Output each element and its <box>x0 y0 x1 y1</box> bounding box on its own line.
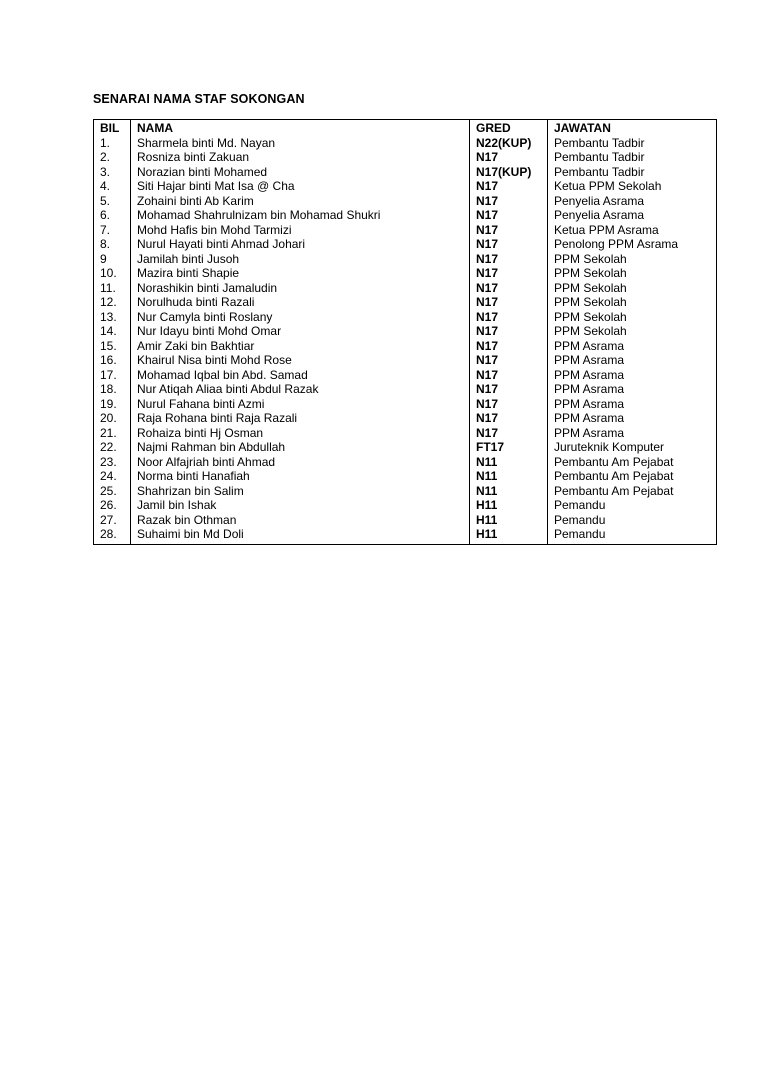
table-row <box>94 440 717 455</box>
header-gred: GRED <box>470 120 548 136</box>
cell-gred: N17 <box>470 150 548 165</box>
cell-jawatan: Pembantu Tadbir <box>548 150 717 165</box>
cell-bil: 11. <box>94 281 131 296</box>
cell-jawatan: Ketua PPM Sekolah <box>548 179 717 194</box>
table-row <box>94 179 717 194</box>
staff-table <box>93 119 717 545</box>
cell-bil: 6. <box>94 208 131 223</box>
table-row <box>94 455 717 470</box>
cell-jawatan: Pemandu <box>548 527 717 544</box>
table-row <box>94 527 717 544</box>
cell-bil: 18. <box>94 382 131 397</box>
cell-jawatan: Pembantu Am Pejabat <box>548 484 717 499</box>
cell-jawatan: PPM Sekolah <box>548 295 717 310</box>
table-row <box>94 310 717 325</box>
cell-nama: Nur Camyla binti Roslany <box>131 310 470 325</box>
cell-nama: Rosniza binti Zakuan <box>131 150 470 165</box>
cell-gred: N11 <box>470 455 548 470</box>
cell-nama: Mohamad Shahrulnizam bin Mohamad Shukri <box>131 208 470 223</box>
header-bil: BIL <box>94 120 131 136</box>
table-row <box>94 295 717 310</box>
table-row <box>94 498 717 513</box>
table-row <box>94 136 717 151</box>
cell-bil: 7. <box>94 223 131 238</box>
table-row <box>94 382 717 397</box>
table-row <box>94 208 717 223</box>
cell-bil: 10. <box>94 266 131 281</box>
cell-jawatan: PPM Sekolah <box>548 324 717 339</box>
cell-jawatan: PPM Sekolah <box>548 266 717 281</box>
cell-nama: Najmi Rahman bin Abdullah <box>131 440 470 455</box>
staff-table-body <box>94 136 717 545</box>
cell-gred: N17 <box>470 426 548 441</box>
cell-jawatan: PPM Asrama <box>548 368 717 383</box>
cell-nama: Norashikin binti Jamaludin <box>131 281 470 296</box>
cell-bil: 27. <box>94 513 131 528</box>
cell-nama: Jamilah binti Jusoh <box>131 252 470 267</box>
cell-bil: 1. <box>94 136 131 151</box>
header-jawatan: JAWATAN <box>548 120 717 136</box>
cell-bil: 2. <box>94 150 131 165</box>
cell-gred: N17 <box>470 411 548 426</box>
cell-nama: Mazira binti Shapie <box>131 266 470 281</box>
cell-gred: H11 <box>470 498 548 513</box>
cell-bil: 25. <box>94 484 131 499</box>
cell-jawatan: Pemandu <box>548 498 717 513</box>
table-row <box>94 484 717 499</box>
cell-nama: Zohaini binti Ab Karim <box>131 194 470 209</box>
cell-bil: 12. <box>94 295 131 310</box>
table-row <box>94 469 717 484</box>
header-nama: NAMA <box>131 120 470 136</box>
cell-nama: Jamil bin Ishak <box>131 498 470 513</box>
cell-jawatan: PPM Asrama <box>548 382 717 397</box>
cell-gred: N17 <box>470 208 548 223</box>
cell-gred: H11 <box>470 513 548 528</box>
table-row <box>94 150 717 165</box>
cell-gred: N17 <box>470 382 548 397</box>
cell-nama: Noor Alfajriah binti Ahmad <box>131 455 470 470</box>
table-row <box>94 368 717 383</box>
cell-gred: N17 <box>470 310 548 325</box>
cell-bil: 15. <box>94 339 131 354</box>
table-row <box>94 324 717 339</box>
table-header-row <box>94 120 717 136</box>
table-row <box>94 426 717 441</box>
cell-bil: 3. <box>94 165 131 180</box>
cell-nama: Sharmela binti Md. Nayan <box>131 136 470 151</box>
cell-jawatan: PPM Sekolah <box>548 281 717 296</box>
cell-nama: Amir Zaki bin Bakhtiar <box>131 339 470 354</box>
cell-jawatan: Ketua PPM Asrama <box>548 223 717 238</box>
cell-gred: N17 <box>470 339 548 354</box>
table-row <box>94 397 717 412</box>
cell-nama: Khairul Nisa binti Mohd Rose <box>131 353 470 368</box>
cell-nama: Shahrizan bin Salim <box>131 484 470 499</box>
cell-jawatan: Pembantu Am Pejabat <box>548 455 717 470</box>
cell-jawatan: Pembantu Tadbir <box>548 165 717 180</box>
cell-bil: 19. <box>94 397 131 412</box>
table-row <box>94 353 717 368</box>
cell-jawatan: PPM Asrama <box>548 339 717 354</box>
cell-nama: Raja Rohana binti Raja Razali <box>131 411 470 426</box>
cell-jawatan: Juruteknik Komputer <box>548 440 717 455</box>
cell-nama: Mohamad Iqbal bin Abd. Samad <box>131 368 470 383</box>
cell-bil: 14. <box>94 324 131 339</box>
cell-gred: N22(KUP) <box>470 136 548 151</box>
cell-nama: Nurul Fahana binti Azmi <box>131 397 470 412</box>
table-row <box>94 165 717 180</box>
cell-jawatan: PPM Asrama <box>548 411 717 426</box>
cell-gred: N11 <box>470 469 548 484</box>
table-row <box>94 194 717 209</box>
cell-gred: N17 <box>470 252 548 267</box>
cell-bil: 20. <box>94 411 131 426</box>
cell-jawatan: Pembantu Am Pejabat <box>548 469 717 484</box>
cell-bil: 13. <box>94 310 131 325</box>
cell-gred: H11 <box>470 527 548 544</box>
cell-nama: Nur Atiqah Aliaa binti Abdul Razak <box>131 382 470 397</box>
cell-gred: N17 <box>470 194 548 209</box>
cell-bil: 8. <box>94 237 131 252</box>
cell-gred: N17 <box>470 237 548 252</box>
cell-gred: N17(KUP) <box>470 165 548 180</box>
cell-jawatan: PPM Asrama <box>548 397 717 412</box>
cell-nama: Siti Hajar binti Mat Isa @ Cha <box>131 179 470 194</box>
cell-bil: 5. <box>94 194 131 209</box>
cell-jawatan: Penolong PPM Asrama <box>548 237 717 252</box>
cell-gred: N17 <box>470 179 548 194</box>
table-row <box>94 339 717 354</box>
cell-jawatan: PPM Asrama <box>548 353 717 368</box>
table-row <box>94 237 717 252</box>
table-row <box>94 252 717 267</box>
cell-gred: N17 <box>470 266 548 281</box>
cell-nama: Norulhuda binti Razali <box>131 295 470 310</box>
page-title: SENARAI NAMA STAF SOKONGAN <box>93 92 305 106</box>
cell-bil: 9 <box>94 252 131 267</box>
cell-jawatan: Pembantu Tadbir <box>548 136 717 151</box>
cell-bil: 16. <box>94 353 131 368</box>
cell-nama: Suhaimi bin Md Doli <box>131 527 470 544</box>
cell-nama: Nurul Hayati binti Ahmad Johari <box>131 237 470 252</box>
cell-bil: 24. <box>94 469 131 484</box>
cell-bil: 4. <box>94 179 131 194</box>
cell-jawatan: PPM Sekolah <box>548 310 717 325</box>
table-row <box>94 266 717 281</box>
cell-gred: FT17 <box>470 440 548 455</box>
cell-gred: N17 <box>470 353 548 368</box>
cell-bil: 17. <box>94 368 131 383</box>
cell-gred: N17 <box>470 295 548 310</box>
cell-nama: Razak bin Othman <box>131 513 470 528</box>
cell-bil: 28. <box>94 527 131 544</box>
cell-bil: 26. <box>94 498 131 513</box>
cell-bil: 21. <box>94 426 131 441</box>
cell-gred: N17 <box>470 223 548 238</box>
cell-jawatan: Pemandu <box>548 513 717 528</box>
cell-gred: N17 <box>470 324 548 339</box>
table-row <box>94 411 717 426</box>
cell-gred: N11 <box>470 484 548 499</box>
cell-jawatan: PPM Sekolah <box>548 252 717 267</box>
cell-jawatan: Penyelia Asrama <box>548 208 717 223</box>
cell-nama: Nur Idayu binti Mohd Omar <box>131 324 470 339</box>
table-row <box>94 281 717 296</box>
cell-nama: Rohaiza binti Hj Osman <box>131 426 470 441</box>
cell-nama: Norazian binti Mohamed <box>131 165 470 180</box>
cell-gred: N17 <box>470 368 548 383</box>
cell-gred: N17 <box>470 397 548 412</box>
cell-bil: 22. <box>94 440 131 455</box>
cell-nama: Norma binti Hanafiah <box>131 469 470 484</box>
cell-jawatan: Penyelia Asrama <box>548 194 717 209</box>
cell-nama: Mohd Hafis bin Mohd Tarmizi <box>131 223 470 238</box>
cell-jawatan: PPM Asrama <box>548 426 717 441</box>
table-row <box>94 223 717 238</box>
table-row <box>94 513 717 528</box>
cell-bil: 23. <box>94 455 131 470</box>
cell-gred: N17 <box>470 281 548 296</box>
